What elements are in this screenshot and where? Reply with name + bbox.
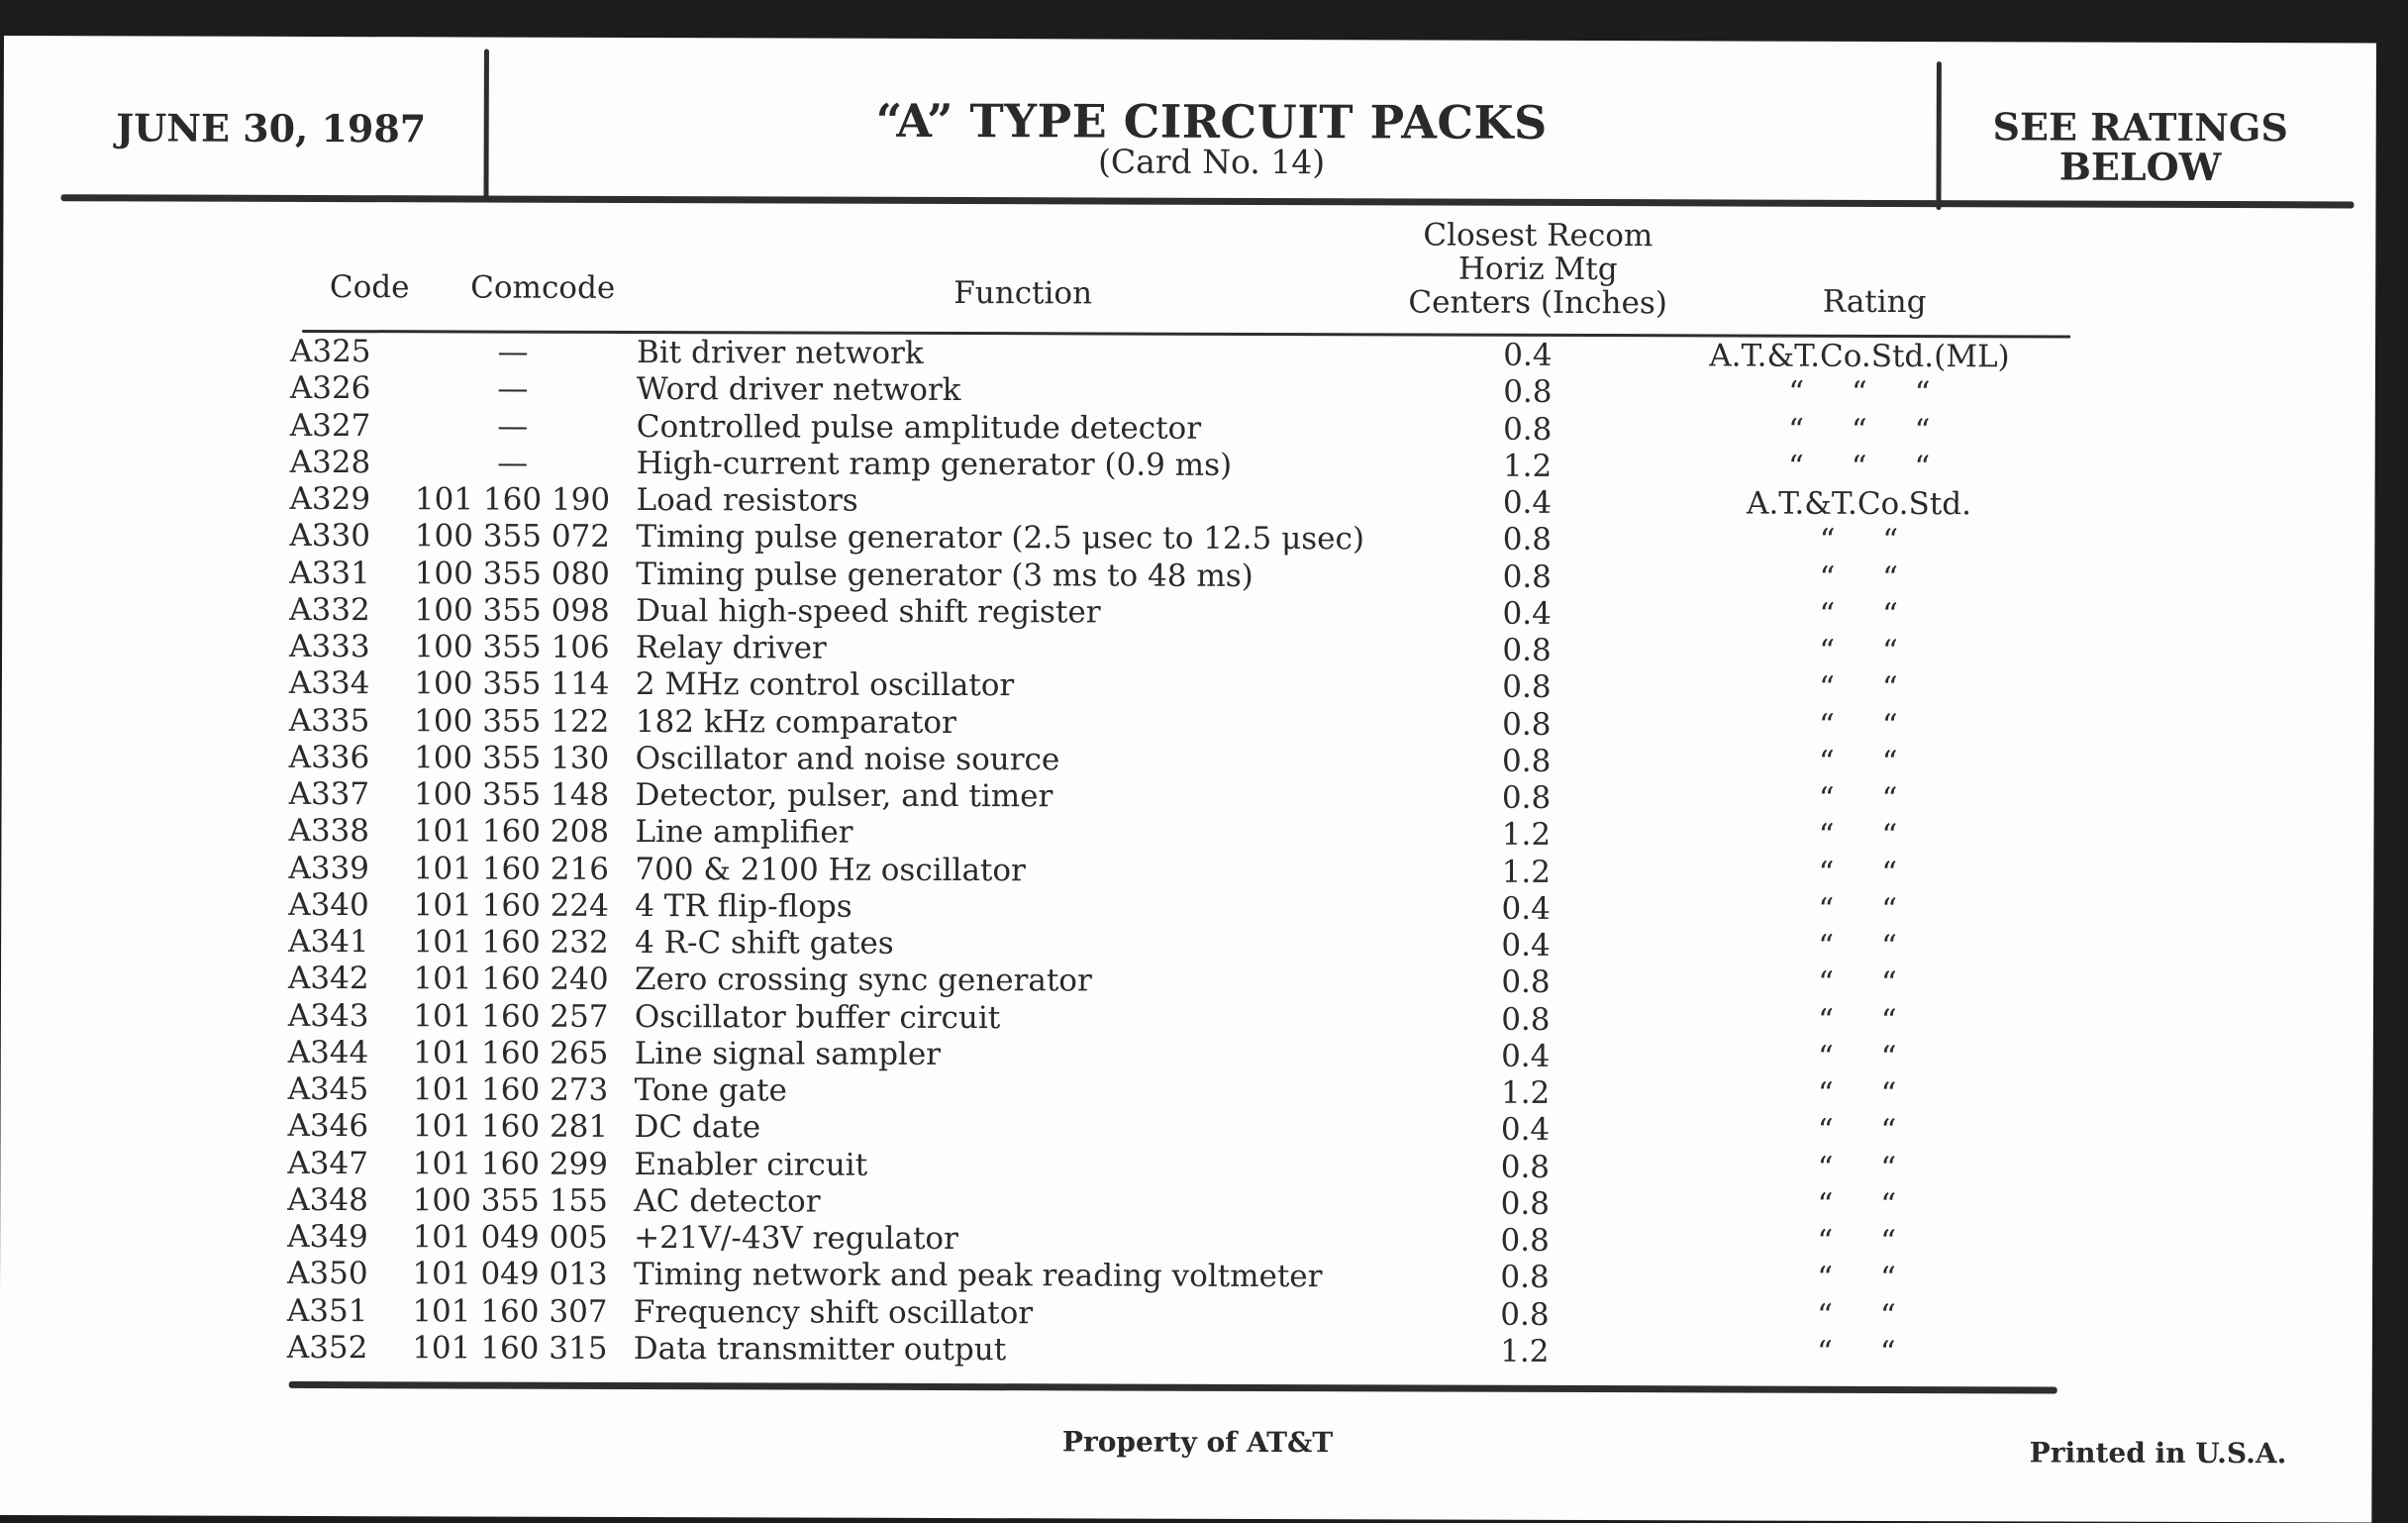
cell-code: A337: [288, 775, 370, 813]
cell-comcode: 100 355 155: [412, 1182, 608, 1219]
cell-function: High-current ramp generator (0.9 ms): [636, 445, 1233, 483]
card-date: JUNE 30, 1987: [116, 105, 427, 152]
cell-code: A328: [289, 444, 371, 480]
cell-rating: “ “: [1818, 818, 1898, 855]
cell-code: A343: [287, 997, 369, 1034]
cell-function: Timing pulse generator (2.5 μsec to 12.5 μsec): [636, 519, 1365, 558]
header-rule: [60, 194, 2354, 208]
cell-centers: 0.8: [1500, 1185, 1551, 1222]
cell-code: A329: [289, 480, 371, 518]
cell-comcode: 100 355 098: [414, 592, 610, 629]
cell-code: A336: [288, 739, 370, 775]
cell-code: A348: [287, 1181, 368, 1218]
cell-centers: 0.8: [1501, 743, 1552, 779]
cell-centers: 1.2: [1500, 1074, 1551, 1111]
circuit-pack-card: [0, 36, 2376, 1523]
cell-comcode: 101 160 216: [413, 850, 610, 887]
cell-rating: “ “: [1817, 1186, 1897, 1223]
cell-code: A341: [288, 923, 369, 961]
cell-function: Line amplifier: [635, 814, 853, 851]
cell-rating: “ “: [1817, 1150, 1897, 1186]
cell-rating: “ “: [1817, 1113, 1897, 1150]
cell-function: Relay driver: [636, 630, 827, 666]
cell-rating: “ “: [1817, 1297, 1896, 1334]
cell-comcode: 101 160 240: [413, 961, 609, 998]
cell-function: Oscillator and noise source: [635, 740, 1060, 778]
cell-comcode: 101 160 281: [412, 1108, 609, 1146]
cell-code: A334: [288, 665, 370, 702]
cell-centers: 0.8: [1503, 374, 1553, 411]
cell-function: Word driver network: [636, 371, 961, 409]
cell-function: Timing pulse generator (3 ms to 48 ms): [636, 556, 1254, 594]
cell-rating: “ “: [1817, 1075, 1897, 1113]
cell-comcode: —: [497, 370, 529, 407]
cell-centers: 0.8: [1501, 1001, 1551, 1038]
cell-function: 2 MHz control oscillator: [635, 666, 1015, 704]
page-title: “A” TYPE CIRCUIT PACKS: [875, 93, 1548, 150]
column-header-centers: [1369, 218, 1706, 320]
cell-comcode: 101 160 307: [412, 1292, 608, 1330]
cell-comcode: 101 049 013: [412, 1256, 608, 1293]
cell-centers: 0.8: [1500, 1149, 1551, 1185]
cell-rating: “ “ “: [1788, 412, 1931, 449]
cell-function: Frequency shift oscillator: [633, 1293, 1034, 1331]
cell-function: Data transmitter output: [633, 1330, 1007, 1368]
cell-centers: 0.4: [1500, 1112, 1551, 1149]
cell-centers: 0.4: [1503, 337, 1553, 373]
column-header-comcode: Comcode: [470, 269, 616, 306]
cell-comcode: —: [497, 445, 529, 481]
cell-comcode: 101 160 232: [413, 924, 609, 961]
cell-rating: “ “: [1819, 633, 1898, 670]
table-row: [0, 1329, 2372, 1373]
cell-code: A327: [289, 407, 371, 444]
cell-code: A342: [287, 961, 369, 997]
cell-centers: 0.8: [1502, 558, 1553, 595]
cell-code: A340: [288, 886, 369, 923]
cell-rating: “ “: [1818, 965, 1897, 1002]
cell-comcode: 101 160 265: [413, 1035, 609, 1071]
cell-centers: 0.4: [1501, 890, 1551, 927]
cell-centers: 0.8: [1502, 632, 1552, 668]
cell-comcode: 100 355 106: [414, 629, 610, 665]
cell-comcode: 101 160 257: [413, 997, 609, 1035]
ratings-note-line1: SEE RATINGS: [1992, 104, 2288, 151]
footer-printed-notice: Printed in U.S.A.: [2029, 1436, 2287, 1471]
cell-rating: “ “ “: [1788, 374, 1931, 412]
cell-code: A338: [288, 813, 370, 850]
cell-code: A333: [289, 628, 370, 665]
cell-rating: “ “: [1819, 670, 1898, 707]
column-header-code: Code: [329, 269, 410, 306]
cell-function: AC detector: [634, 1182, 821, 1220]
cell-code: A326: [289, 370, 371, 407]
cell-function: 182 kHz comparator: [635, 703, 956, 741]
cell-comcode: 100 355 148: [413, 776, 610, 813]
cell-rating: “ “: [1819, 523, 1899, 559]
cell-code: A352: [286, 1329, 368, 1366]
cell-comcode: —: [497, 334, 529, 370]
cell-rating: “ “: [1819, 559, 1899, 596]
cell-rating: A.T.&T.Co.Std.(ML): [1709, 338, 2010, 375]
cell-code: A335: [288, 702, 370, 739]
cell-rating: “ “: [1819, 596, 1899, 633]
cell-centers: 1.2: [1501, 854, 1552, 890]
cell-rating: “ “: [1818, 707, 1898, 744]
cell-code: A330: [289, 518, 371, 555]
cell-centers: 0.8: [1502, 669, 1552, 706]
cell-centers: 0.8: [1501, 965, 1551, 1001]
cell-function: Load resistors: [636, 482, 858, 519]
cell-centers: 0.4: [1502, 595, 1552, 632]
cell-centers: 1.2: [1502, 448, 1553, 484]
cell-function: Controlled pulse amplitude detector: [636, 408, 1202, 447]
cell-code: A325: [289, 333, 371, 370]
cell-function: 700 & 2100 Hz oscillator: [635, 851, 1026, 888]
cell-centers: 1.2: [1501, 817, 1552, 854]
cell-rating: “ “: [1818, 891, 1898, 928]
column-header-function: Function: [953, 275, 1093, 312]
cell-centers: 0.8: [1501, 779, 1552, 816]
cell-comcode: 100 355 130: [414, 740, 610, 776]
cell-comcode: 100 355 114: [414, 665, 610, 703]
cell-code: A346: [287, 1108, 369, 1145]
cell-code: A331: [289, 555, 370, 591]
cell-function: 4 TR flip-flops: [635, 887, 853, 925]
cell-function: 4 R-C shift gates: [635, 925, 894, 962]
cell-comcode: 100 355 080: [414, 555, 610, 592]
cell-function: Detector, pulser, and timer: [635, 777, 1054, 815]
cell-centers: 0.8: [1502, 706, 1552, 743]
header-right-divider: [1936, 61, 1941, 210]
cell-rating: “ “: [1817, 1261, 1896, 1297]
cell-centers: 0.4: [1501, 927, 1551, 964]
cell-rating: “ “: [1818, 1002, 1897, 1039]
cell-function: Timing network and peak reading voltmeter: [634, 1257, 1323, 1295]
cell-rating: “ “: [1818, 855, 1898, 891]
ratings-note-line2: BELOW: [2058, 144, 2222, 190]
cell-centers: 0.4: [1502, 484, 1553, 521]
cell-comcode: 100 355 122: [414, 702, 610, 740]
cell-comcode: 101 160 190: [414, 481, 611, 518]
cell-function: DC date: [634, 1109, 761, 1146]
cell-code: A339: [288, 850, 369, 886]
cell-function: Zero crossing sync generator: [634, 962, 1092, 999]
cell-comcode: —: [497, 408, 529, 445]
column-header-centers-line3: Centers (Inches): [1408, 284, 1667, 322]
cell-function: Tone gate: [634, 1072, 787, 1109]
cell-rating: A.T.&T.Co.Std.: [1747, 485, 1972, 523]
cell-centers: 0.8: [1502, 522, 1553, 558]
cell-rating: “ “: [1818, 744, 1898, 780]
cell-comcode: 101 160 208: [413, 813, 610, 851]
cell-comcode: 101 049 005: [412, 1219, 608, 1256]
cell-code: A332: [289, 591, 370, 628]
cell-rating: “ “: [1818, 780, 1898, 818]
cell-function: Oscillator buffer circuit: [634, 998, 1001, 1036]
cell-centers: 0.8: [1500, 1260, 1550, 1296]
cell-comcode: 101 160 315: [412, 1330, 608, 1367]
cell-code: A347: [287, 1145, 369, 1181]
cell-comcode: 101 160 299: [412, 1145, 609, 1182]
cell-rating: “ “ “: [1787, 449, 1931, 485]
cell-function: Dual high-speed shift register: [636, 592, 1101, 631]
cell-centers: 0.4: [1501, 1038, 1551, 1074]
cell-code: A351: [286, 1292, 368, 1329]
cell-code: A349: [287, 1218, 368, 1256]
cell-rating: “ “: [1816, 1334, 1896, 1371]
footer-property-notice: Property of AT&T: [1061, 1425, 1334, 1460]
cell-centers: 0.8: [1503, 411, 1553, 448]
column-header-rating: Rating: [1822, 283, 1927, 321]
ratings-note: [1943, 104, 2339, 190]
cell-rating: “ “: [1817, 1223, 1897, 1261]
cell-function: +21V/-43V regulator: [634, 1220, 958, 1258]
cell-centers: 0.8: [1500, 1296, 1550, 1333]
card-number: (Card No. 14): [1097, 142, 1326, 182]
cell-code: A345: [287, 1070, 369, 1108]
cell-comcode: 101 160 273: [412, 1071, 609, 1108]
cell-function: Enabler circuit: [634, 1146, 868, 1183]
cell-comcode: 100 355 072: [414, 518, 611, 556]
cell-comcode: 101 160 224: [413, 887, 609, 924]
cell-function: Bit driver network: [636, 335, 924, 371]
cell-rating: “ “: [1817, 1039, 1897, 1075]
column-header-centers-line2: Horiz Mtg: [1457, 251, 1618, 288]
cell-function: Line signal sampler: [634, 1035, 942, 1072]
cell-code: A350: [287, 1256, 368, 1292]
cell-code: A344: [287, 1034, 369, 1070]
cell-centers: 0.8: [1500, 1222, 1550, 1259]
cell-rating: “ “: [1818, 928, 1897, 965]
table-bottom-rule: [289, 1381, 2057, 1394]
cell-centers: 1.2: [1500, 1333, 1550, 1370]
column-header-centers-line1: Closest Recom: [1423, 217, 1654, 254]
